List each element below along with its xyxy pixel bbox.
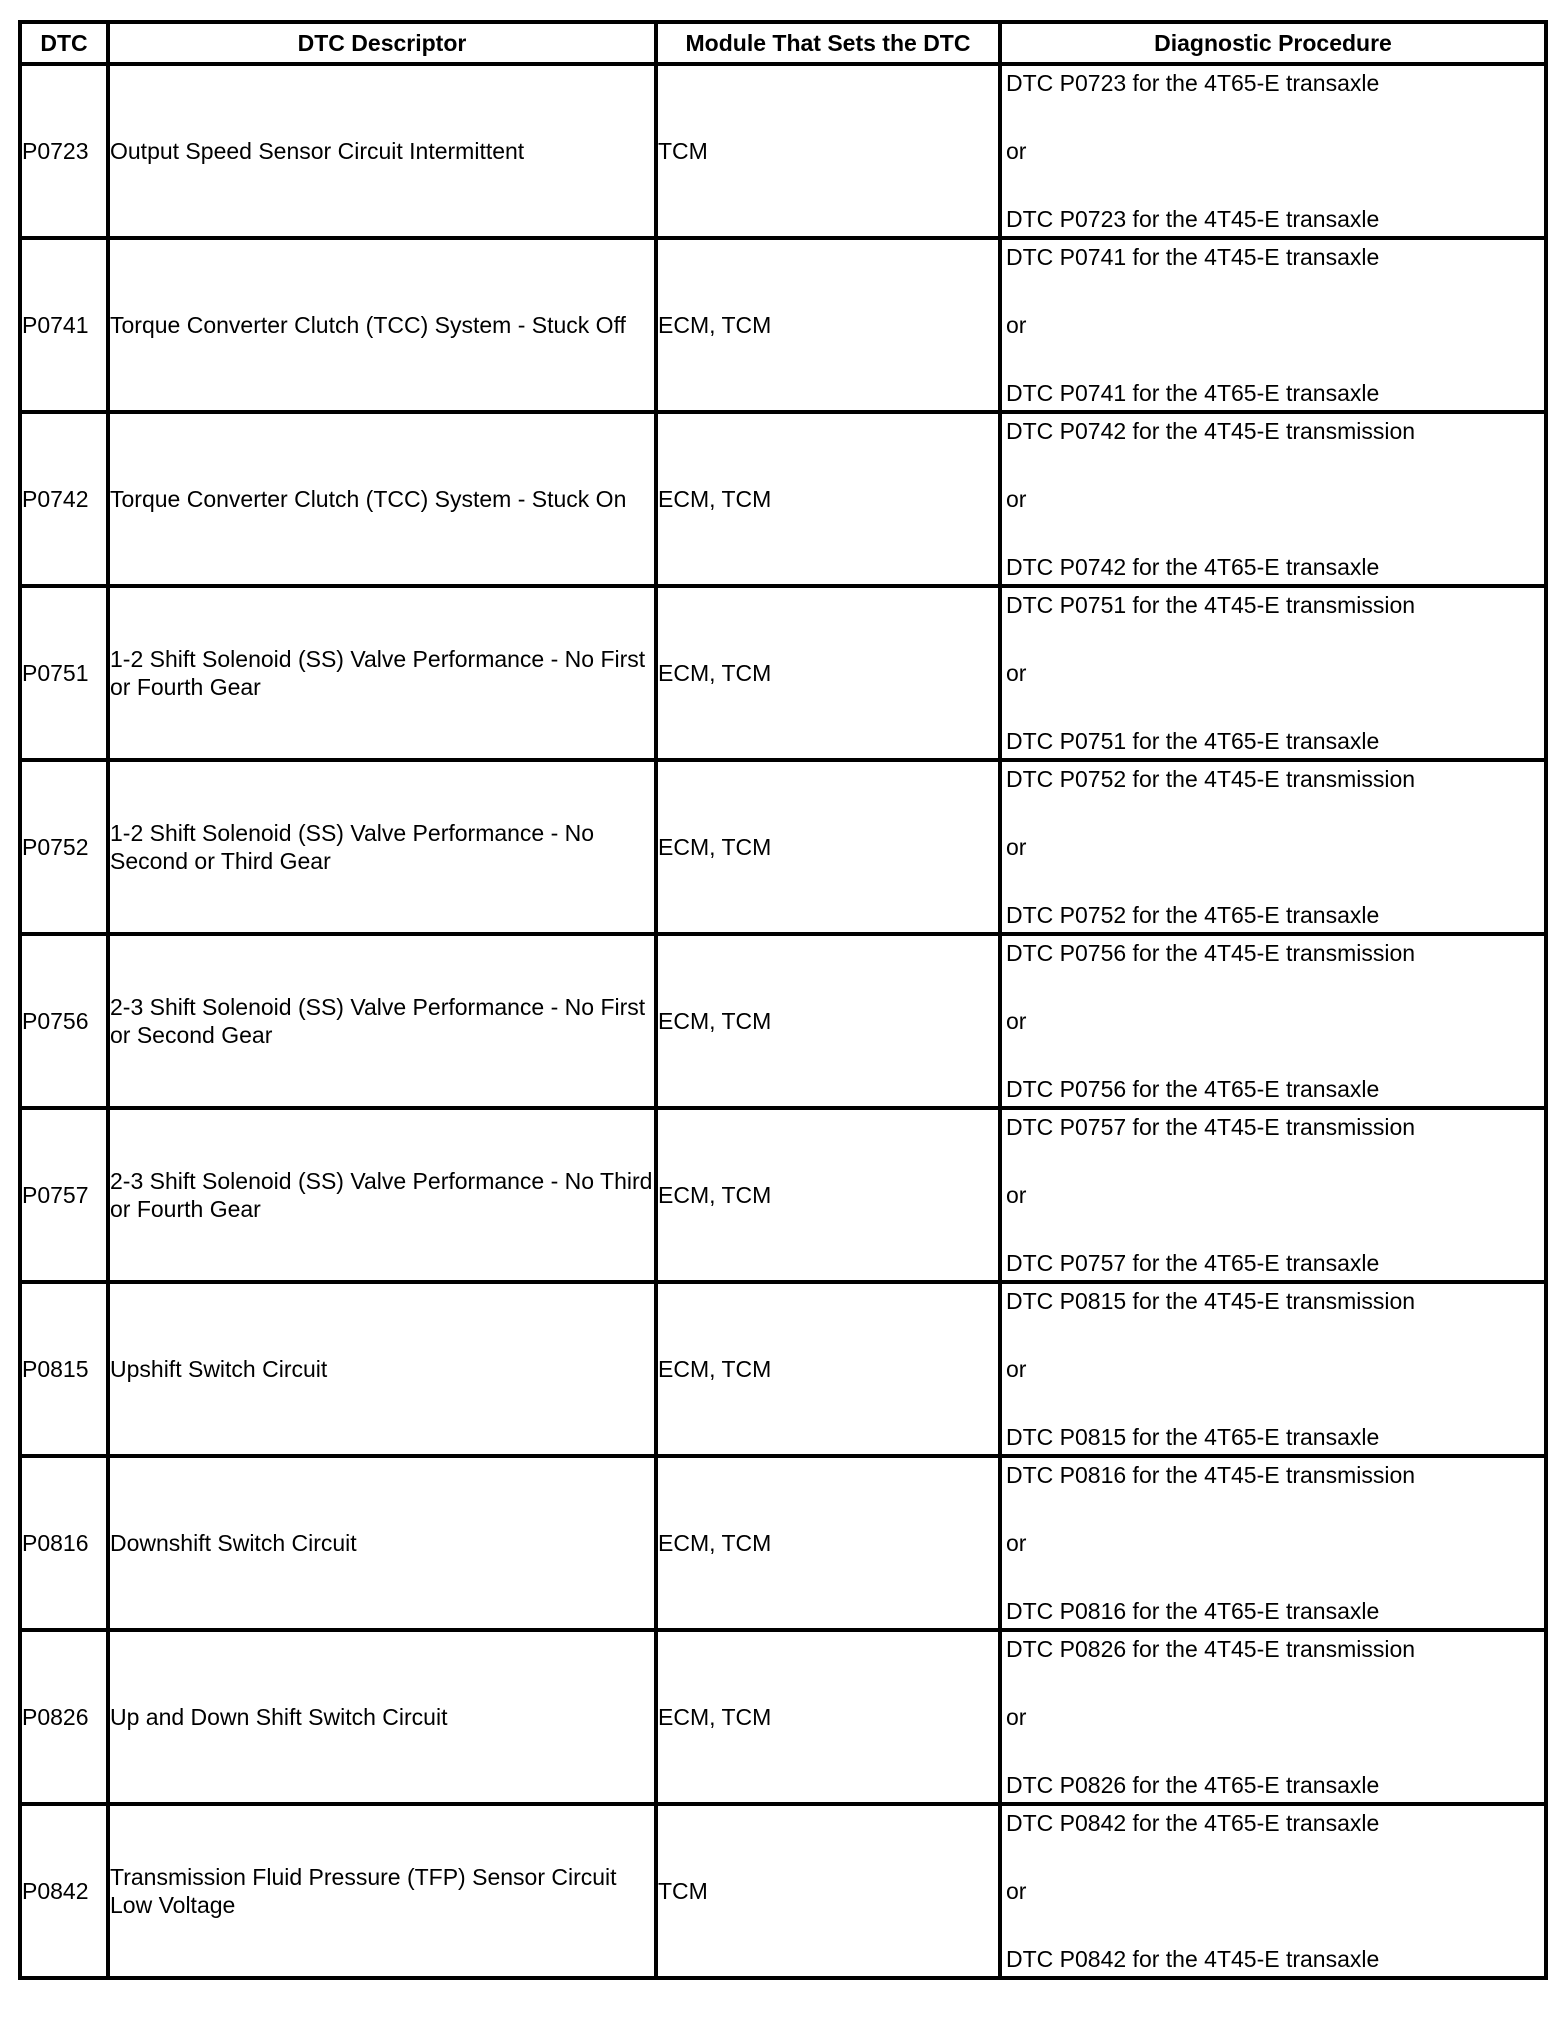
dtc-code: P0752 xyxy=(20,760,108,934)
dtc-descriptor: Torque Converter Clutch (TCC) System - Stuck On xyxy=(108,412,656,586)
procedure-link-primary[interactable]: DTC P0826 for the 4T45-E transmission xyxy=(1006,1636,1416,1662)
procedure-link-secondary[interactable]: DTC P0751 for the 4T65-E transaxle xyxy=(1006,728,1380,754)
procedure-link-primary[interactable]: DTC P0815 for the 4T45-E transmission xyxy=(1006,1288,1416,1314)
table-row xyxy=(20,760,1546,934)
module-name: ECM, TCM xyxy=(656,1456,1000,1630)
procedure-link-secondary[interactable]: DTC P0741 for the 4T65-E transaxle xyxy=(1006,380,1380,406)
procedure-or-separator: or xyxy=(1006,1182,1027,1208)
module-name: ECM, TCM xyxy=(656,934,1000,1108)
diagnostic-procedure xyxy=(1000,760,1546,934)
procedure-or-separator: or xyxy=(1006,834,1027,860)
header-dtc-descriptor: DTC Descriptor xyxy=(108,22,656,64)
dtc-descriptor: 2-3 Shift Solenoid (SS) Valve Performance - No First or Second Gear xyxy=(108,934,656,1108)
procedure-link-primary[interactable]: DTC P0756 for the 4T45-E transmission xyxy=(1006,940,1416,966)
diagnostic-procedure xyxy=(1000,934,1546,1108)
module-name: ECM, TCM xyxy=(656,1630,1000,1804)
table-row xyxy=(20,1456,1546,1630)
table-row xyxy=(20,1108,1546,1282)
dtc-code: P0826 xyxy=(20,1630,108,1804)
diagnostic-procedure xyxy=(1000,586,1546,760)
header-diagnostic-procedure: Diagnostic Procedure xyxy=(1000,22,1546,64)
procedure-link-secondary[interactable]: DTC P0756 for the 4T65-E transaxle xyxy=(1006,1076,1380,1102)
dtc-descriptor: 2-3 Shift Solenoid (SS) Valve Performance - No Third or Fourth Gear xyxy=(108,1108,656,1282)
procedure-or-separator: or xyxy=(1006,138,1027,164)
diagnostic-procedure xyxy=(1000,1804,1546,1978)
diagnostic-procedure xyxy=(1000,238,1546,412)
diagnostic-procedure xyxy=(1000,412,1546,586)
dtc-code: P0842 xyxy=(20,1804,108,1978)
procedure-lines xyxy=(1002,1808,1544,1974)
procedure-lines xyxy=(1002,1634,1544,1800)
dtc-code: P0742 xyxy=(20,412,108,586)
dtc-code: P0815 xyxy=(20,1282,108,1456)
procedure-link-secondary[interactable]: DTC P0757 for the 4T65-E transaxle xyxy=(1006,1250,1380,1276)
header-module: Module That Sets the DTC xyxy=(656,22,1000,64)
procedure-link-primary[interactable]: DTC P0842 for the 4T65-E transaxle xyxy=(1006,1810,1380,1836)
table-row xyxy=(20,1630,1546,1804)
table-header-row xyxy=(20,22,1546,64)
dtc-descriptor: Upshift Switch Circuit xyxy=(108,1282,656,1456)
procedure-or-separator: or xyxy=(1006,486,1027,512)
diagnostic-procedure xyxy=(1000,64,1546,238)
procedure-or-separator: or xyxy=(1006,1878,1027,1904)
procedure-lines xyxy=(1002,242,1544,408)
procedure-link-secondary[interactable]: DTC P0723 for the 4T45-E transaxle xyxy=(1006,206,1380,232)
module-name: ECM, TCM xyxy=(656,1282,1000,1456)
diagnostic-procedure xyxy=(1000,1108,1546,1282)
procedure-lines xyxy=(1002,1460,1544,1626)
dtc-code: P0723 xyxy=(20,64,108,238)
procedure-link-secondary[interactable]: DTC P0842 for the 4T45-E transaxle xyxy=(1006,1946,1380,1972)
dtc-descriptor: Transmission Fluid Pressure (TFP) Sensor Circuit Low Voltage xyxy=(108,1804,656,1978)
dtc-descriptor: Output Speed Sensor Circuit Intermittent xyxy=(108,64,656,238)
procedure-or-separator: or xyxy=(1006,1704,1027,1730)
dtc-code: P0757 xyxy=(20,1108,108,1282)
table-body xyxy=(20,64,1546,1978)
dtc-descriptor: 1-2 Shift Solenoid (SS) Valve Performance - No First or Fourth Gear xyxy=(108,586,656,760)
procedure-or-separator: or xyxy=(1006,312,1027,338)
module-name: TCM xyxy=(656,1804,1000,1978)
procedure-lines xyxy=(1002,590,1544,756)
procedure-link-secondary[interactable]: DTC P0826 for the 4T65-E transaxle xyxy=(1006,1772,1380,1798)
procedure-link-primary[interactable]: DTC P0752 for the 4T45-E transmission xyxy=(1006,766,1416,792)
procedure-or-separator: or xyxy=(1006,660,1027,686)
module-name: ECM, TCM xyxy=(656,412,1000,586)
diagnostic-procedure xyxy=(1000,1282,1546,1456)
procedure-link-primary[interactable]: DTC P0742 for the 4T45-E transmission xyxy=(1006,418,1416,444)
table-row xyxy=(20,1804,1546,1978)
dtc-descriptor: Downshift Switch Circuit xyxy=(108,1456,656,1630)
procedure-lines xyxy=(1002,938,1544,1104)
dtc-code: P0756 xyxy=(20,934,108,1108)
procedure-link-primary[interactable]: DTC P0751 for the 4T45-E transmission xyxy=(1006,592,1416,618)
procedure-lines xyxy=(1002,1286,1544,1452)
procedure-lines xyxy=(1002,1112,1544,1278)
procedure-or-separator: or xyxy=(1006,1530,1027,1556)
module-name: ECM, TCM xyxy=(656,760,1000,934)
module-name: ECM, TCM xyxy=(656,1108,1000,1282)
procedure-link-primary[interactable]: DTC P0741 for the 4T45-E transaxle xyxy=(1006,244,1380,270)
procedure-lines xyxy=(1002,764,1544,930)
procedure-link-secondary[interactable]: DTC P0815 for the 4T65-E transaxle xyxy=(1006,1424,1380,1450)
table-row xyxy=(20,1282,1546,1456)
procedure-link-secondary[interactable]: DTC P0752 for the 4T65-E transaxle xyxy=(1006,902,1380,928)
diagnostic-procedure xyxy=(1000,1630,1546,1804)
procedure-link-primary[interactable]: DTC P0757 for the 4T45-E transmission xyxy=(1006,1114,1416,1140)
dtc-descriptor: Up and Down Shift Switch Circuit xyxy=(108,1630,656,1804)
diagnostic-procedure xyxy=(1000,1456,1546,1630)
table-row xyxy=(20,412,1546,586)
module-name: TCM xyxy=(656,64,1000,238)
dtc-table xyxy=(18,20,1548,1980)
procedure-or-separator: or xyxy=(1006,1356,1027,1382)
dtc-descriptor: Torque Converter Clutch (TCC) System - Stuck Off xyxy=(108,238,656,412)
dtc-code: P0751 xyxy=(20,586,108,760)
dtc-descriptor: 1-2 Shift Solenoid (SS) Valve Performance - No Second or Third Gear xyxy=(108,760,656,934)
module-name: ECM, TCM xyxy=(656,238,1000,412)
procedure-or-separator: or xyxy=(1006,1008,1027,1034)
table-row xyxy=(20,64,1546,238)
module-name: ECM, TCM xyxy=(656,586,1000,760)
procedure-lines xyxy=(1002,68,1544,234)
dtc-code: P0816 xyxy=(20,1456,108,1630)
table-row xyxy=(20,586,1546,760)
procedure-link-secondary[interactable]: DTC P0742 for the 4T65-E transaxle xyxy=(1006,554,1380,580)
table-row xyxy=(20,934,1546,1108)
procedure-link-primary[interactable]: DTC P0723 for the 4T65-E transaxle xyxy=(1006,70,1380,96)
procedure-lines xyxy=(1002,416,1544,582)
table-row xyxy=(20,238,1546,412)
procedure-link-secondary[interactable]: DTC P0816 for the 4T65-E transaxle xyxy=(1006,1598,1380,1624)
header-dtc: DTC xyxy=(20,22,108,64)
procedure-link-primary[interactable]: DTC P0816 for the 4T45-E transmission xyxy=(1006,1462,1416,1488)
dtc-code: P0741 xyxy=(20,238,108,412)
